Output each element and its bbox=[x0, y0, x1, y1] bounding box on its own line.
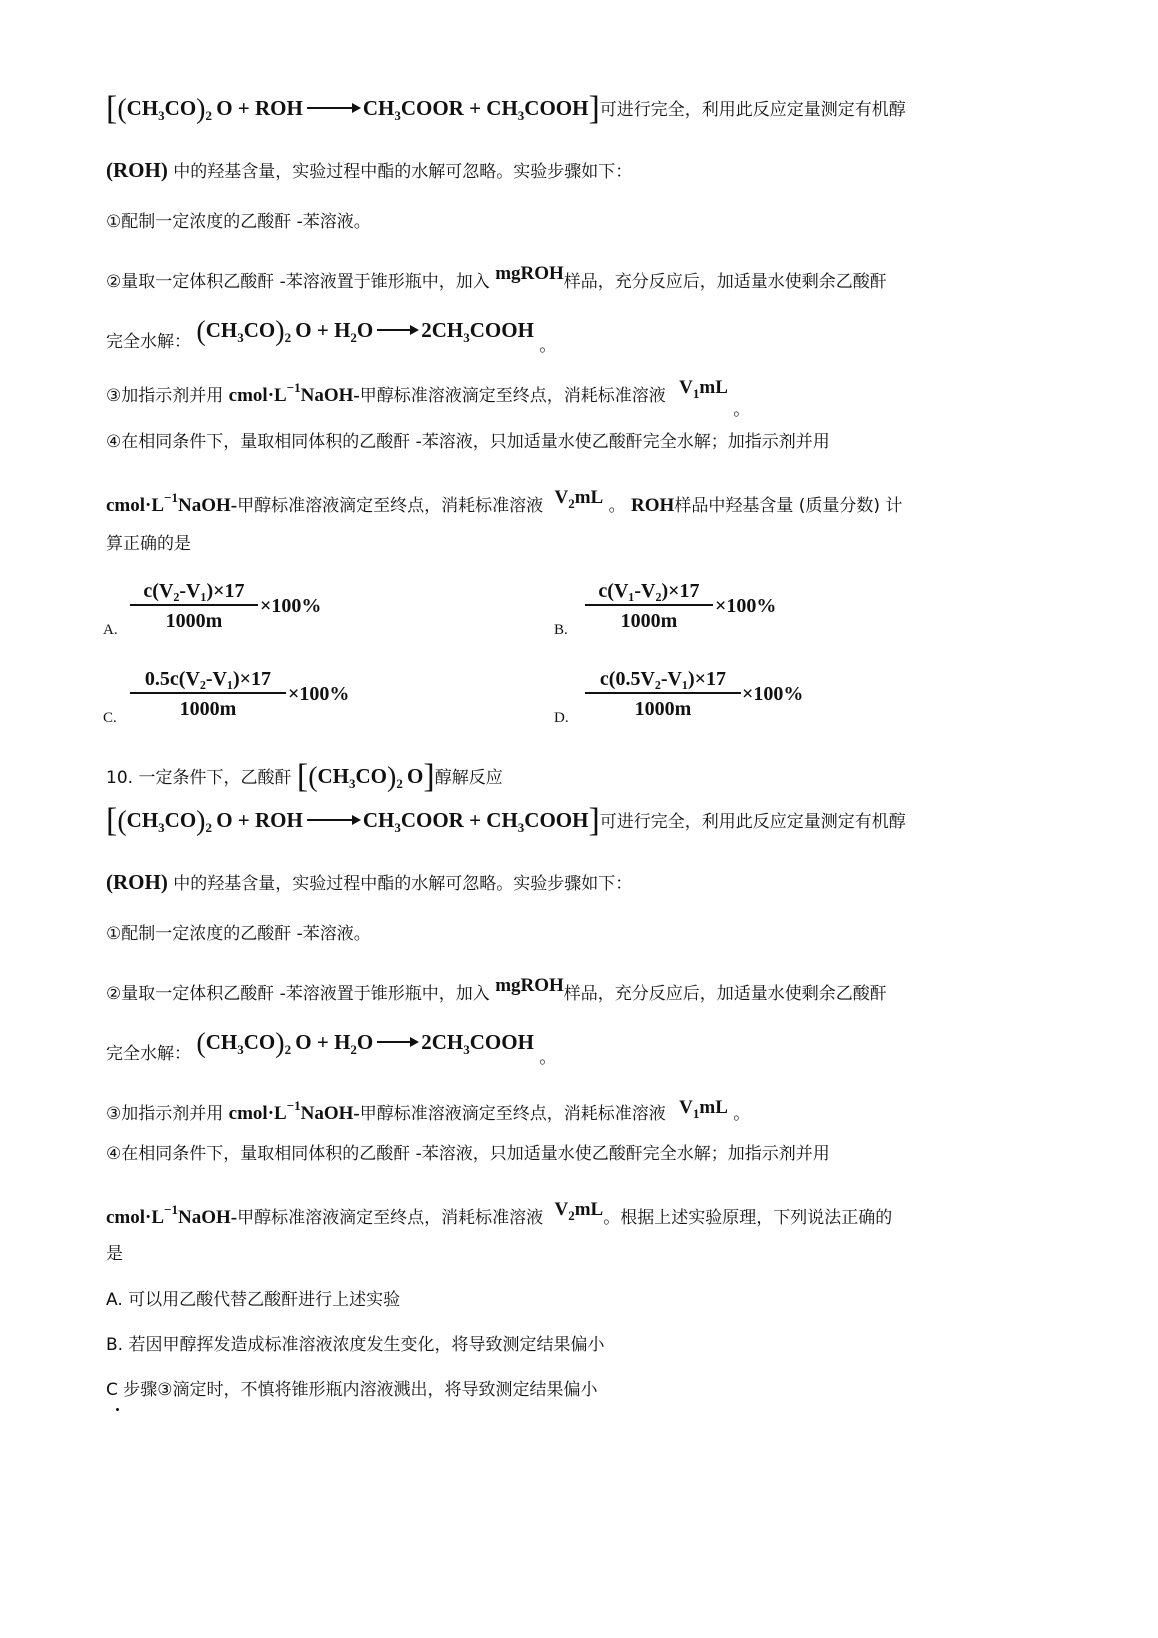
q9-step4-c: 样品中羟基含量 (质量分数) 计 bbox=[674, 496, 903, 516]
option-d-denominator: 1000m bbox=[585, 692, 741, 722]
q10-step1: ①配制一定浓度的乙酸酐 -苯溶液。 bbox=[106, 924, 371, 944]
q9-step2 bbox=[106, 262, 887, 294]
option-b-letter: B. bbox=[554, 622, 568, 638]
q10-step2-a: ②量取一定体积乙酸酐 -苯溶液置于锥形瓶中，加入 bbox=[106, 984, 490, 1004]
q10-choice-b[interactable]: B. 若因甲醇挥发造成标准溶液浓度发生变化，将导致测定结果偏小 bbox=[106, 1335, 605, 1355]
q9-step3: ③加指示剂并用 $cmol\cdot L^{-1}NaOH-$甲醇标准溶液滴定至终点，消耗标准溶液 $V_1mL$ 。 bbox=[106, 377, 751, 420]
option-c-fraction[interactable] bbox=[130, 666, 286, 722]
q10-step4d: 是 bbox=[106, 1244, 123, 1264]
q10-intro: 10. 一定条件下，乙酸酐 [$(CH_3CO)_2$ O]醇解反应 bbox=[106, 758, 503, 795]
option-a-letter: A. bbox=[103, 622, 118, 638]
q10-reaction-line: [$(CH_3CO)_2$ O + ROH $CH_3COOR$ + $CH_3COOH$]可进行完全，利用此反应定量测定有机醇 bbox=[106, 802, 906, 839]
q10-step3: ③加指示剂并用 $cmol\cdot L^{-1}NaOH-$甲醇标准溶液滴定至终点，消耗标准溶液 $V_1mL$ 。 bbox=[106, 1097, 751, 1124]
option-a-percent: ×100% bbox=[260, 595, 322, 617]
stray-dot bbox=[116, 1408, 119, 1411]
option-b-denominator: 1000m bbox=[585, 604, 713, 634]
option-d-percent: ×100% bbox=[742, 683, 804, 705]
q10-step2c: 完全水解： $(CH_3CO)_2$ $O + H_2O$ $2CH_3COOH$ 。 bbox=[106, 1028, 557, 1068]
q9-roh2: ROH bbox=[631, 495, 675, 516]
q9-reaction-line: [$(CH_3CO)_2$ O + ROH $CH_3COOR$ + $CH_3COOH$]可进行完全，利用此反应定量测定有机醇 bbox=[106, 90, 906, 127]
reaction-arrow-icon bbox=[377, 329, 417, 331]
q9-step2-c: 完全水解： bbox=[106, 332, 191, 352]
q9-mgroh: mgROH bbox=[495, 263, 564, 284]
option-c-denominator: 1000m bbox=[130, 692, 286, 722]
q10-intro-a: 10. 一定条件下，乙酸酐 bbox=[106, 768, 292, 788]
option-a-fraction[interactable] bbox=[130, 578, 258, 634]
q10-intro-b: 醇解反应 bbox=[434, 768, 503, 788]
q9-step1: ①配制一定浓度的乙酸酐 -苯溶液。 bbox=[106, 212, 371, 232]
q9-step3-a: ③加指示剂并用 bbox=[106, 386, 224, 406]
q9-step3-b: 甲醇标准溶液滴定至终点，消耗标准溶液 bbox=[359, 386, 666, 406]
q10-step4: ④在相同条件下，量取相同体积的乙酸酐 -苯溶液，只加适量水使乙酸酐完全水解；加指示剂并用 bbox=[106, 1144, 830, 1164]
q10-line2: (ROH) 中的羟基含量，实验过程中酯的水解可忽略。实验步骤如下： bbox=[106, 870, 633, 894]
q10-step2-c: 完全水解： bbox=[106, 1044, 191, 1064]
q10-step3-b: 甲醇标准溶液滴定至终点，消耗标准溶液 bbox=[359, 1104, 666, 1124]
q10-choice-a[interactable]: A. 可以用乙酸代替乙酸酐进行上述实验 bbox=[106, 1290, 401, 1310]
q9-step2c: 完全水解： $(CH_3CO)_2$ $O + H_2O$ $2CH_3COOH$ 。 bbox=[106, 316, 557, 356]
q9-line1-text: 可进行完全，利用此反应定量测定有机醇 bbox=[599, 100, 906, 120]
q9-line2-text: 中的羟基含量，实验过程中酯的水解可忽略。实验步骤如下： bbox=[173, 162, 633, 182]
option-c-numerator: 0.5c(V₂-V₁)×17 bbox=[144, 668, 272, 690]
q10-step3-a: ③加指示剂并用 bbox=[106, 1104, 224, 1124]
q10-line1-text: 可进行完全，利用此反应定量测定有机醇 bbox=[599, 812, 906, 832]
q9-step4d: 算正确的是 bbox=[106, 534, 191, 554]
q10-line2-text: 中的羟基含量，实验过程中酯的水解可忽略。实验步骤如下： bbox=[173, 874, 633, 894]
option-b-numerator: c(V₁-V₂)×17 bbox=[598, 580, 700, 602]
reaction-arrow-icon bbox=[307, 819, 359, 821]
q10-step2-b: 样品，充分反应后，加适量水使剩余乙酸酐 bbox=[563, 984, 887, 1004]
q9-step2-b: 样品，充分反应后，加适量水使剩余乙酸酐 bbox=[563, 272, 887, 292]
q10-choice-c[interactable]: C 步骤③滴定时，不慎将锥形瓶内溶液溅出，将导致测定结果偏小 bbox=[106, 1380, 598, 1400]
option-d-letter: D. bbox=[554, 710, 569, 726]
option-c-percent: ×100% bbox=[288, 683, 350, 705]
q9-line2 bbox=[106, 158, 632, 184]
reaction-arrow-icon bbox=[307, 107, 359, 109]
option-c-letter: C. bbox=[103, 710, 117, 726]
option-a-denominator: 1000m bbox=[130, 604, 258, 634]
q9-step4-b: 甲醇标准溶液滴定至终点，消耗标准溶液 bbox=[237, 496, 544, 516]
q9-step2-a: ②量取一定体积乙酸酐 -苯溶液置于锥形瓶中，加入 bbox=[106, 272, 490, 292]
q10-step4-c: 。根据上述实验原理，下列说法正确的 bbox=[603, 1208, 893, 1228]
q9-roh: (ROH) bbox=[106, 158, 168, 182]
q10-step2: ②量取一定体积乙酸酐 -苯溶液置于锥形瓶中，加入 mgROH样品，充分反应后，加适量水使剩余乙酸酐 bbox=[106, 975, 887, 1004]
q9-step4b: $cmol\cdot L^{-1}NaOH-$甲醇标准溶液滴定至终点，消耗标准溶液 $V_2mL$ 。 ROH样品中羟基含量 (质量分数) 计 bbox=[106, 487, 903, 516]
option-b-percent: ×100% bbox=[715, 595, 777, 617]
reaction-arrow-icon bbox=[377, 1041, 417, 1043]
q10-step4b: $cmol\cdot L^{-1}NaOH-$甲醇标准溶液滴定至终点，消耗标准溶液 $V_2mL$。根据上述实验原理，下列说法正确的 bbox=[106, 1199, 893, 1228]
q10-step4-b: 甲醇标准溶液滴定至终点，消耗标准溶液 bbox=[237, 1208, 544, 1228]
option-d-numerator: c(0.5V₂-V₁)×17 bbox=[599, 668, 727, 690]
q9-step4: ④在相同条件下，量取相同体积的乙酸酐 -苯溶液，只加适量水使乙酸酐完全水解；加指示剂并用 bbox=[106, 432, 830, 452]
option-b-fraction[interactable] bbox=[585, 578, 713, 634]
option-a-numerator: c(V₂-V₁)×17 bbox=[143, 580, 245, 602]
option-d-fraction[interactable] bbox=[585, 666, 741, 722]
